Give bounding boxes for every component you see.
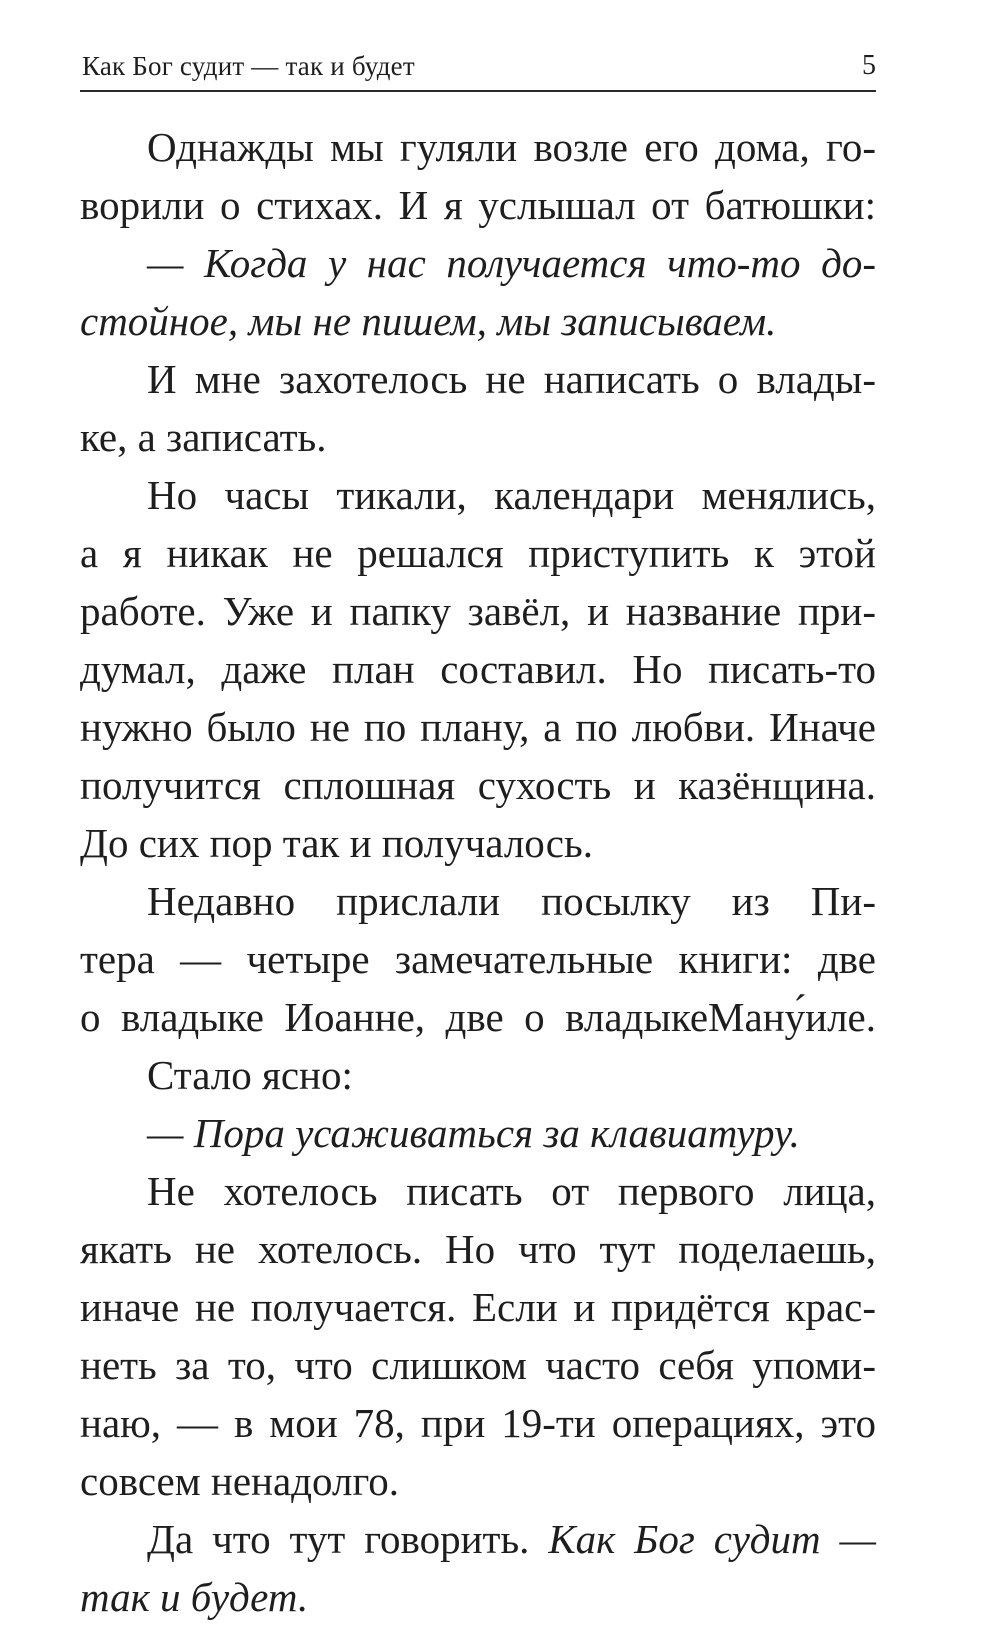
text-line: Недавно прислали посылку из Пи- bbox=[147, 878, 876, 924]
running-header bbox=[80, 46, 876, 92]
text-line: а я никак не решался приступить к этой bbox=[80, 530, 876, 576]
running-title: Как Бог судит — так и будет bbox=[82, 51, 415, 81]
text-line bbox=[80, 1510, 876, 1568]
text-line: совсем ненадолго. bbox=[80, 1458, 400, 1504]
text-line: так и будет. bbox=[80, 1574, 309, 1620]
text-line: о владыке Иоанне, две о владыкеМану́иле. bbox=[80, 994, 876, 1040]
text-line: ке, а записать. bbox=[80, 414, 327, 460]
text-line: наю, — в мои 78, при 19-ти операциях, это bbox=[80, 1400, 876, 1446]
text-line: И мне захотелось не написать о влады- bbox=[147, 356, 876, 402]
text-line: неть за то, что слишком часто себя упоми- bbox=[80, 1342, 876, 1388]
text-line: — Когда у нас получается что-то до- bbox=[147, 240, 876, 286]
text-line: иначе не получается. Если и придётся крас- bbox=[80, 1284, 876, 1330]
final-line-italic: Как Бог судит — bbox=[548, 1516, 877, 1562]
text-line: — Пора усаживаться за клавиатуру. bbox=[147, 1110, 800, 1156]
text-line: Но часы тикали, календари менялись, bbox=[147, 472, 876, 518]
text-line: получится сплошная сухость и казёнщина. bbox=[80, 762, 876, 808]
text-line: До сих пор так и получалось. bbox=[80, 820, 593, 866]
text-line: Стало ясно: bbox=[147, 1052, 353, 1098]
text-line: работе. Уже и папку завёл, и название при- bbox=[80, 588, 876, 634]
text-line: Однажды мы гуляли возле его дома, го- bbox=[147, 124, 876, 170]
final-line-regular: Да что тут говорить. bbox=[147, 1516, 549, 1562]
page-number: 5 bbox=[862, 50, 876, 81]
text-line: Не хотелось писать от первого лица, bbox=[147, 1168, 876, 1214]
text-line: тера — четыре замечательные книги: две bbox=[80, 936, 876, 982]
text-line: нужно было не по плану, а по любви. Иначе bbox=[80, 704, 876, 750]
body-text bbox=[80, 118, 876, 1626]
text-line: стойное, мы не пишем, мы записываем. bbox=[80, 298, 777, 344]
text-line: ворили о стихах. И я услышал от батюшки: bbox=[80, 182, 876, 228]
text-line: якать не хотелось. Но что тут поделаешь, bbox=[80, 1226, 876, 1272]
text-line: думал, даже план составил. Но писать-то bbox=[80, 646, 876, 692]
